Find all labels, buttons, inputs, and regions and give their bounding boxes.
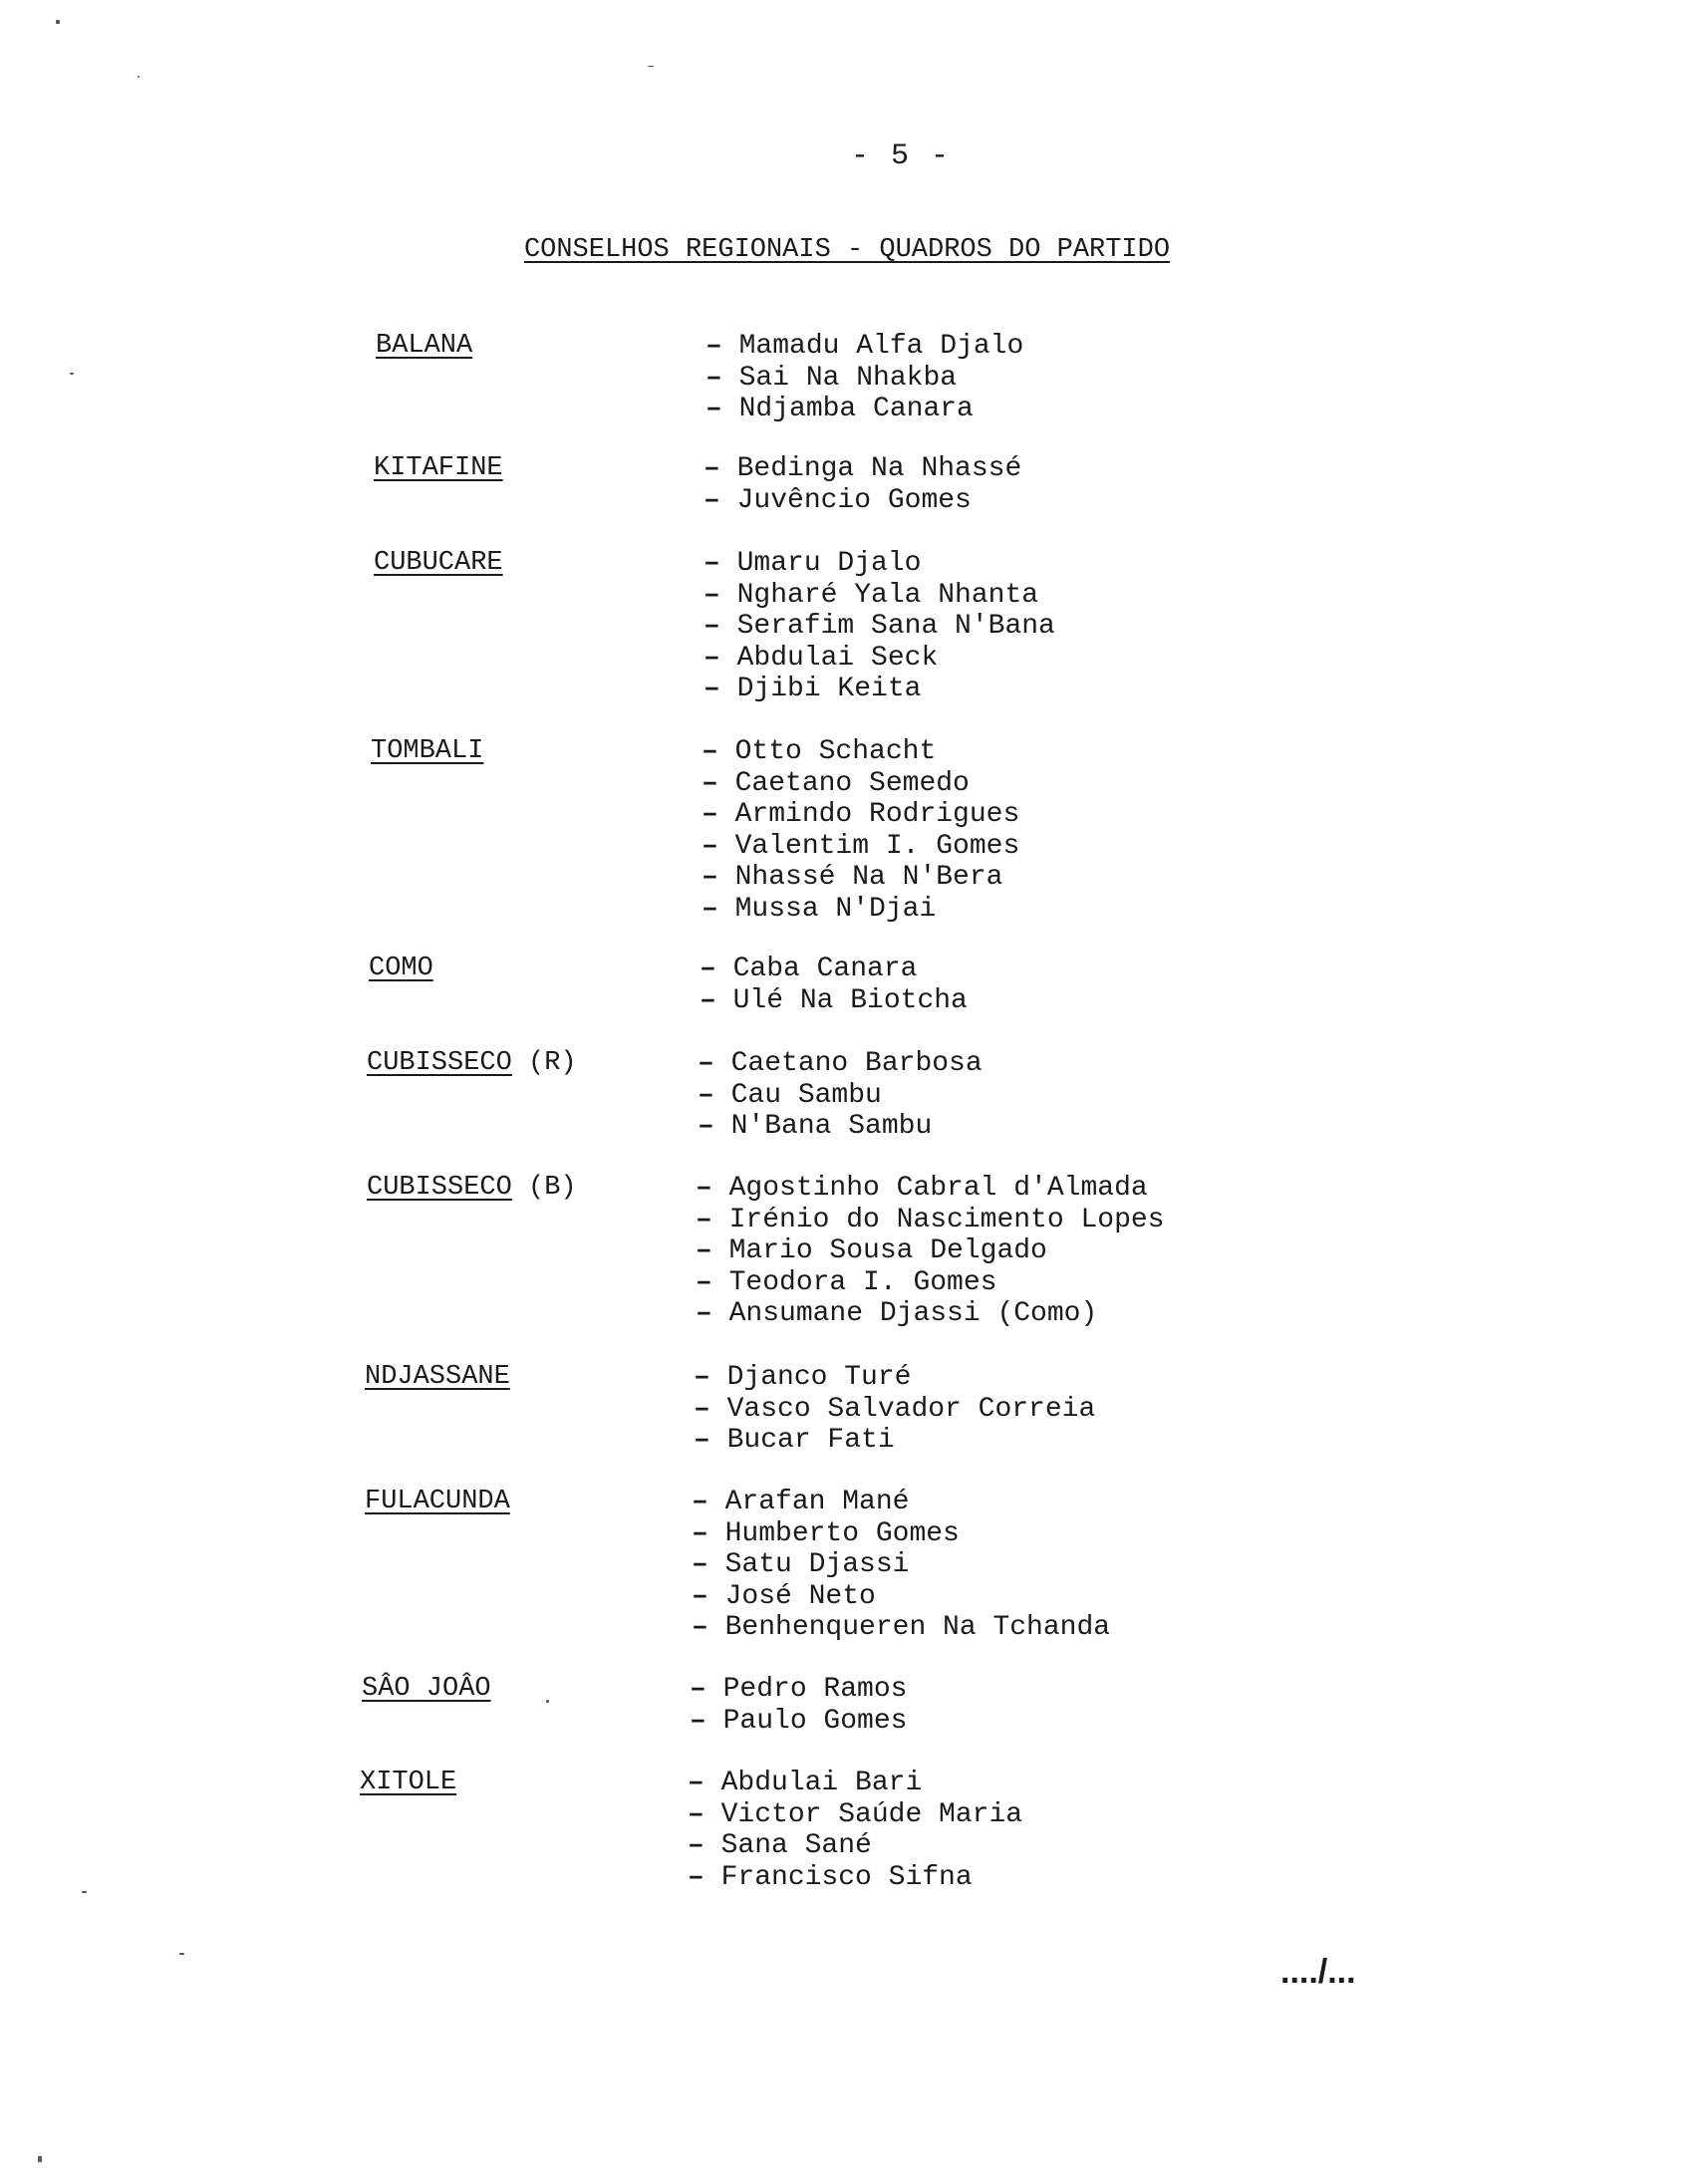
member-name: – Ngharé Yala Nhanta [704, 580, 1055, 612]
member-name: – Mussa N'Djai [702, 894, 1019, 926]
region-name: BALANA [376, 331, 473, 361]
member-name: – Mario Sousa Delgado [696, 1235, 1164, 1267]
region-name: CUBUCARE [374, 548, 503, 578]
member-list [704, 548, 1055, 705]
member-name: – Caetano Barbosa [698, 1048, 983, 1080]
page-number: - 5 - [850, 139, 951, 173]
scan-speck [82, 1891, 87, 1893]
member-list [688, 1768, 1022, 1893]
member-list [705, 331, 1023, 425]
member-name: – Benhenqueren Na Tchanda [692, 1612, 1110, 1644]
continuation-marker: ..../... [1280, 1953, 1356, 1991]
member-name: – Paulo Gomes [690, 1706, 907, 1738]
scan-speck [38, 2156, 42, 2162]
member-name: – Satu Djassi [692, 1549, 1110, 1581]
scan-speck [179, 1953, 184, 1955]
member-name: – Ndjamba Canara [705, 394, 1023, 425]
member-name: – Caba Canara [700, 954, 968, 985]
region-name: CUBISSECO (B) [367, 1173, 577, 1203]
member-list [692, 1487, 1110, 1644]
member-name: – Djibi Keita [704, 674, 1055, 705]
member-name: – Cau Sambu [698, 1080, 983, 1112]
region-name: NDJASSANE [365, 1362, 510, 1392]
member-name: – Bedinga Na Nhassé [704, 453, 1021, 485]
member-name: – Arafan Mané [692, 1487, 1110, 1518]
region-name: TOMBALI [371, 736, 484, 766]
member-name: – Irénio do Nascimento Lopes [696, 1205, 1164, 1236]
member-name: – Teodora I. Gomes [696, 1267, 1164, 1299]
region-name: CUBISSECO (R) [367, 1048, 577, 1078]
member-name: – Ansumane Djassi (Como) [696, 1298, 1164, 1330]
member-list [700, 954, 968, 1016]
member-name: – Sai Na Nhakba [705, 363, 1023, 395]
member-name: – Abdulai Seck [704, 643, 1055, 675]
member-name: – Bucar Fati [694, 1425, 1095, 1457]
member-list [696, 1173, 1164, 1330]
member-name: – Armindo Rodrigues [702, 799, 1019, 831]
region-name: KITAFINE [374, 453, 503, 483]
scan-speck [138, 76, 140, 78]
page-title: CONSELHOS REGIONAIS - QUADROS DO PARTIDO [523, 235, 1171, 265]
member-name: – Umaru Djalo [704, 548, 1055, 580]
member-name: – Abdulai Bari [688, 1768, 1022, 1799]
scan-speck [56, 20, 60, 24]
member-name: – Humberto Gomes [692, 1518, 1110, 1550]
scan-speck [70, 373, 74, 375]
member-list [690, 1674, 907, 1737]
scan-speck [648, 66, 654, 67]
member-name: – Valentim I. Gomes [702, 831, 1019, 863]
member-name: – Victor Saúde Maria [688, 1799, 1022, 1831]
member-list [704, 453, 1021, 516]
member-name: – Pedro Ramos [690, 1674, 907, 1706]
member-name: – Otto Schacht [702, 736, 1019, 768]
member-list [702, 736, 1019, 925]
member-name: – Francisco Sifna [688, 1862, 1022, 1894]
region-name: XITOLE [360, 1768, 457, 1797]
member-name: – Ulé Na Biotcha [700, 985, 968, 1017]
member-name: – Agostinho Cabral d'Almada [696, 1173, 1164, 1205]
scan-speck [546, 1700, 549, 1703]
member-name: – Juvêncio Gomes [704, 485, 1021, 517]
region-name: COMO [369, 954, 433, 983]
member-name: – Mamadu Alfa Djalo [705, 331, 1023, 363]
member-list [694, 1362, 1095, 1457]
member-list [698, 1048, 983, 1143]
member-name: – José Neto [692, 1581, 1110, 1613]
member-name: – Djanco Turé [694, 1362, 1095, 1394]
region-name: SÂO JOÂO [362, 1674, 491, 1704]
member-name: – Serafim Sana N'Bana [704, 611, 1055, 643]
member-name: – Caetano Semedo [702, 768, 1019, 800]
member-name: – Sana Sané [688, 1830, 1022, 1862]
region-name: FULACUNDA [365, 1487, 510, 1516]
member-name: – Vasco Salvador Correia [694, 1394, 1095, 1426]
member-name: – Nhassé Na N'Bera [702, 862, 1019, 894]
member-name: – N'Bana Sambu [698, 1111, 983, 1143]
